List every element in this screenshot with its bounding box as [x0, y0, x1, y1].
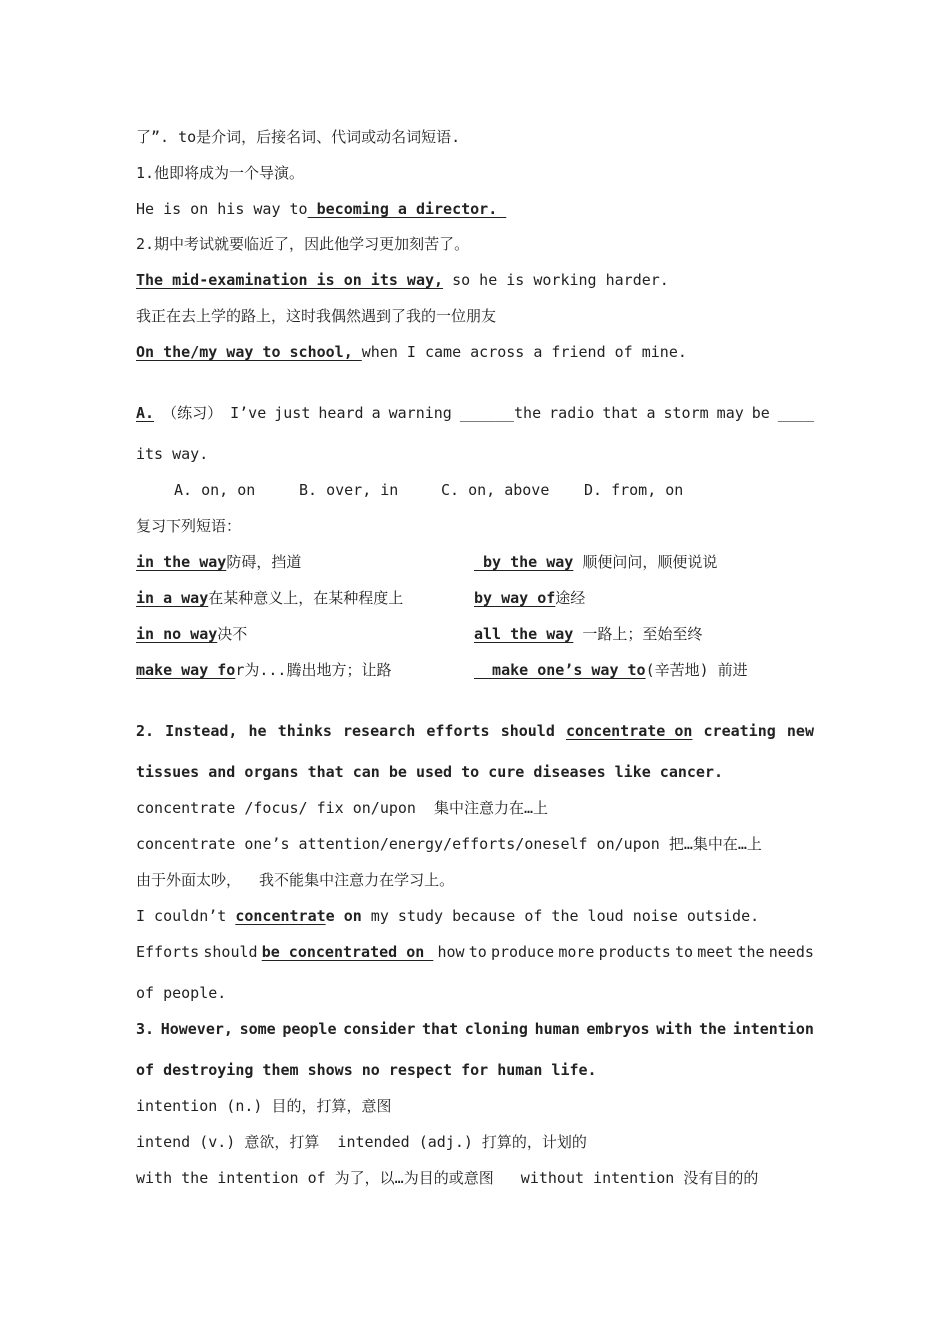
word: warning — [388, 404, 452, 422]
option-b: B. over, in — [299, 481, 399, 499]
word: human — [534, 1020, 580, 1038]
word: to — [468, 943, 487, 961]
example-2-chinese: 2.期中考试就要临近了，因此他学习更加刻苦了。 — [136, 235, 470, 253]
item-3-sentence-line2: of destroying them shows no respect for human life. — [136, 1061, 597, 1079]
phrase-left — [136, 552, 301, 572]
word: Instead, — [165, 722, 238, 740]
phrase-right — [474, 660, 748, 680]
item-3-note: intend (v.) 意欲，打算 intended (adj.) 打算的，计划的 — [136, 1133, 587, 1151]
word: should — [203, 943, 258, 961]
word: to — [675, 943, 694, 961]
item-2-sentence-line1 — [136, 721, 814, 741]
example-1-english — [136, 199, 506, 219]
phrase-cn: 一路上；至始至终 — [573, 625, 703, 643]
word: some — [239, 1020, 276, 1038]
word: However, — [160, 1020, 233, 1038]
key-word: concentrat — [235, 907, 326, 925]
intro-line: 了”. to是介词，后接名词、代词或动名词短语. — [136, 128, 461, 146]
answer: On the/my way to school, — [136, 343, 362, 361]
phrase-en: in no way — [136, 625, 218, 643]
phrase-cn: 在某种意义上，在某种程度上 — [208, 589, 404, 607]
word: consider — [343, 1020, 416, 1038]
answer: becoming a director. — [307, 200, 507, 218]
word: creating — [703, 722, 776, 740]
option-d: D. from, on — [584, 481, 684, 499]
item-2-example — [136, 942, 814, 962]
example-2-english — [136, 270, 669, 290]
word: radio — [549, 404, 595, 422]
phrase-left — [136, 588, 403, 608]
word: I’ve — [230, 404, 267, 422]
word: that — [422, 1020, 459, 1038]
phrase-cn: 顺便问问，顺便说说 — [573, 553, 718, 571]
word: needs — [768, 943, 814, 961]
text: I couldn’t — [136, 907, 236, 925]
exercise-question — [136, 403, 814, 423]
word: ____ — [777, 404, 814, 422]
item-2-example-cont: of people. — [136, 984, 227, 1002]
phrase-cn: r为...腾出地方；让路 — [235, 661, 392, 679]
word: produce — [490, 943, 555, 961]
phrase-cn: 决不 — [217, 625, 248, 643]
word: may — [716, 404, 744, 422]
phrase-en: by way of — [474, 589, 556, 607]
example-1-chinese: 1.他即将成为一个导演。 — [136, 164, 305, 182]
phrase-cn: 途经 — [555, 589, 586, 607]
word: should — [500, 722, 555, 740]
word: cloning — [464, 1020, 528, 1038]
text: my study because of the loud noise outside. — [361, 907, 760, 925]
phrase-en: all the way — [474, 625, 574, 643]
item-3-sentence-line1 — [136, 1019, 814, 1039]
phrase-en: in the way — [136, 553, 227, 571]
word: products — [598, 943, 671, 961]
key-phrase: be concentrated on — [261, 943, 434, 961]
phrase-left — [136, 624, 247, 644]
word: ______the — [459, 404, 542, 422]
word: 3. — [136, 1020, 155, 1038]
word: storm — [663, 404, 709, 422]
word: new — [786, 722, 814, 740]
key-phrase: concentrate on — [565, 722, 693, 740]
word: with — [656, 1020, 693, 1038]
word: a — [646, 404, 656, 422]
item-2-note: concentrate one’s attention/energy/efforts/oneself on/upon 把…集中在…上 — [136, 835, 762, 853]
phrase-left — [136, 660, 391, 680]
phrases-heading: 复习下列短语： — [136, 517, 242, 535]
word: research — [343, 722, 416, 740]
word: （练习） — [162, 404, 223, 422]
word: he — [248, 722, 267, 740]
word: thinks — [277, 722, 332, 740]
word: Efforts — [136, 943, 200, 961]
word: intention — [732, 1020, 814, 1038]
phrase-right — [474, 588, 585, 608]
text: He is on his way to — [136, 200, 308, 218]
item-3-note: with the intention of 为了，以…为目的或意图 without intention 没有目的的 — [136, 1169, 759, 1187]
item-2-note: concentrate /focus/ fix on/upon 集中注意力在…上 — [136, 799, 549, 817]
exercise-continuation: its way. — [136, 445, 209, 463]
phrase-en: make way fo — [136, 661, 236, 679]
item-2-example — [136, 906, 759, 926]
item-2-note: 由于外面太吵， 我不能集中注意力在学习上。 — [136, 871, 455, 889]
phrase-cn: (辛苦地) 前进 — [645, 661, 748, 679]
word: people — [282, 1020, 337, 1038]
word: heard — [318, 404, 364, 422]
item-3-note: intention (n.) 目的，打算，意图 — [136, 1097, 392, 1115]
word: be — [751, 404, 770, 422]
phrase-en: make one’s way to — [474, 661, 646, 679]
phrase-en: in a way — [136, 589, 209, 607]
example-3-english — [136, 342, 687, 362]
word: how — [437, 943, 465, 961]
word: efforts — [426, 722, 490, 740]
text: so he is working harder. — [443, 271, 669, 289]
word: a — [371, 404, 381, 422]
word: embryos — [586, 1020, 650, 1038]
option-a: A. on, on — [174, 481, 256, 499]
item-2-sentence-line2: tissues and organs that can be used to cure diseases like cancer. — [136, 763, 723, 781]
word: the — [698, 1020, 727, 1038]
phrase-right — [474, 624, 702, 644]
phrase-right — [474, 552, 717, 572]
example-3-chinese: 我正在去上学的路上，这时我偶然遇到了我的一位朋友 — [136, 307, 497, 325]
phrase-en: by the way — [474, 553, 574, 571]
exercise-label: A. — [136, 404, 155, 422]
option-c: C. on, above — [441, 481, 550, 499]
key-word-tail: e on — [325, 907, 362, 925]
word: just — [274, 404, 311, 422]
word: that — [602, 404, 639, 422]
text: when I came across a friend of mine. — [361, 343, 687, 361]
answer: The mid-examination is on its way, — [136, 271, 444, 289]
word: meet — [697, 943, 734, 961]
word: more — [558, 943, 595, 961]
word: 2. — [136, 722, 155, 740]
phrase-cn: 防碍，挡道 — [226, 553, 302, 571]
word: the — [737, 943, 765, 961]
